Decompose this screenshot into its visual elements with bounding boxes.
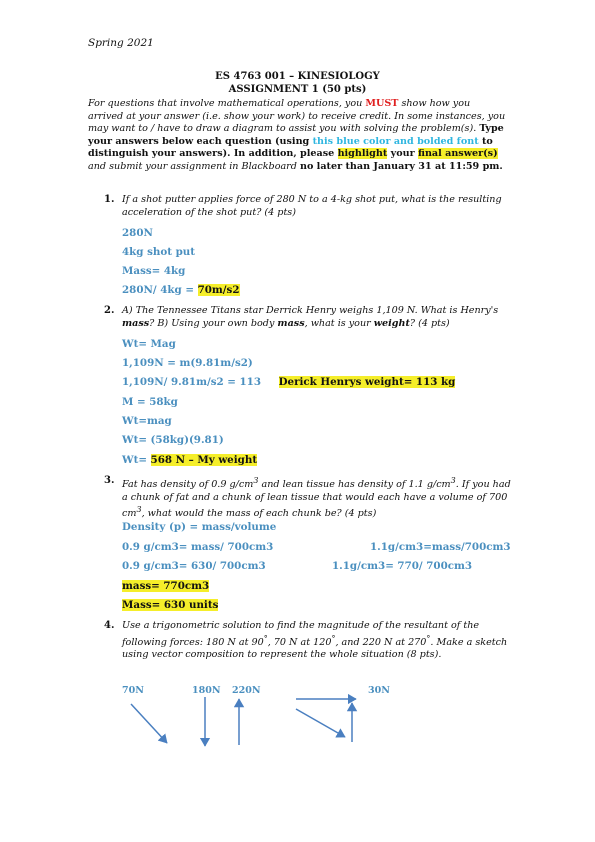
vector-arrow-70n (131, 704, 167, 743)
degree-sign: ° (331, 633, 336, 643)
instructions-bold: Type your answers below each question (using (88, 123, 504, 147)
vector-label-220n: 220N (232, 685, 261, 696)
emphasis-mass: mass (277, 317, 305, 329)
question-number: 3. (104, 475, 115, 486)
answer-line: M = 58kg (122, 396, 178, 408)
instructions-text: and submit your assignment in Blackboard (88, 160, 300, 172)
question-text-part: and lean tissue has density of 1.1 g/cm (258, 479, 451, 491)
question-text-part: . If you had a chunk of fat and a chunk of lean tissue that would each have a volume of 700 cm (122, 479, 511, 520)
answer-line: 1.1g/cm3= 770/ 700cm3 (332, 560, 473, 572)
question-number: 4. (104, 620, 115, 631)
semester-label: Spring 2021 (88, 37, 154, 49)
superscript: 3 (450, 476, 456, 485)
question-text-part: ? (4 pts) (409, 317, 450, 329)
answer-line: 1.1g/cm3=mass/700cm3 (370, 541, 511, 553)
deadline-text: no later than January 31 at 11:59 pm. (299, 160, 503, 172)
question-1-text: If a shot putter applies force of 280 N to a 4-kg shot put, what is the resulting acceleration of the shot put? (4 pts) (122, 194, 502, 218)
question-text-part: Fat has density of 0.9 g/cm (122, 479, 254, 491)
vector-label-180n: 180N (192, 685, 221, 696)
instructions-text: show how you arrived at your answer (i.e. show your work) to receive credit. In some instances, you may want to / have to draw a diagram to assist you with solving the problem(s). (88, 98, 506, 135)
answer-line: 4kg shot put (122, 246, 196, 258)
final-answer-highlight: mass= 770cm3 (122, 580, 210, 592)
answer-line: Wt= Mag (122, 338, 176, 350)
vector-label-30n: 30N (368, 685, 390, 696)
emphasis-mass: mass (122, 317, 150, 329)
degree-sign: ° (263, 633, 268, 643)
answer-work: 280N/ 4kg = (122, 284, 198, 296)
final-answer-highlight: 568 N – My weight (150, 454, 258, 466)
answer-line: Wt= (58kg)(9.81) (122, 434, 224, 446)
must-emphasis: MUST (365, 98, 399, 109)
answer-line: Mass= 4kg (122, 265, 186, 277)
answer-line: 280N (122, 227, 153, 239)
question-text-part: A) The Tennessee Titans star Derrick Henry weighs 1,109 N. What is Henry's (122, 305, 499, 316)
final-answers-sample: final answer(s) (417, 148, 498, 160)
answer-line: Wt=mag (122, 415, 172, 427)
question-text-part: , what would the mass of each chunk be? (4 pts) (141, 508, 377, 520)
question-number: 2. (104, 305, 115, 316)
instructions-text: For questions that involve mathematical operations, you (88, 98, 366, 109)
instructions-bold: your (387, 148, 418, 160)
superscript: 3 (136, 505, 142, 515)
course-title: ES 4763 001 – KINESIOLOGY (215, 71, 380, 82)
question-text-part: , what is your (304, 317, 374, 329)
final-answer-highlight: Derick Henrys weight= 113 kg (278, 376, 456, 388)
degree-sign: ° (426, 633, 431, 643)
question-text-part: Use a trigonometric solution to find the magnitude of the resultant of the following forces: 180 N at 90 (122, 620, 480, 648)
answer-work: 1,109N/ 9.81m/s2 = 113 (122, 376, 261, 388)
question-text-part: . Make a sketch using vector composition to represent the whole situation (8 pts). (122, 636, 508, 661)
final-answer-highlight: 70m/s2 (197, 284, 240, 296)
vector-arrow-diagonal (296, 709, 345, 737)
answer-line: Density (p) = mass/volume (122, 521, 277, 533)
final-answer-highlight: Mass= 630 units (122, 599, 219, 611)
question-text-part: ? B) Using your own body (149, 317, 278, 329)
question-text-part: , 70 N at 120 (267, 636, 332, 648)
blue-font-sample: this blue color and bolded font (312, 135, 479, 147)
instructions-bold: to distinguish your answers). In addition, please (88, 135, 493, 160)
answer-work: Wt= (122, 454, 151, 466)
vector-label-70n: 70N (122, 685, 144, 696)
superscript: 3 (253, 476, 259, 485)
answer-line: 1,109N = m(9.81m/s2) (122, 357, 253, 369)
assignment-title: ASSIGNMENT 1 (50 pts) (228, 84, 367, 95)
highlight-sample: highlight (337, 148, 388, 160)
emphasis-weight: weight (373, 317, 410, 329)
question-text-part: , and 220 N at 270 (335, 636, 427, 648)
question-number: 1. (104, 194, 115, 205)
answer-line: 0.9 g/cm3= 630/ 700cm3 (122, 560, 266, 572)
answer-line: 0.9 g/cm3= mass/ 700cm3 (122, 541, 274, 553)
